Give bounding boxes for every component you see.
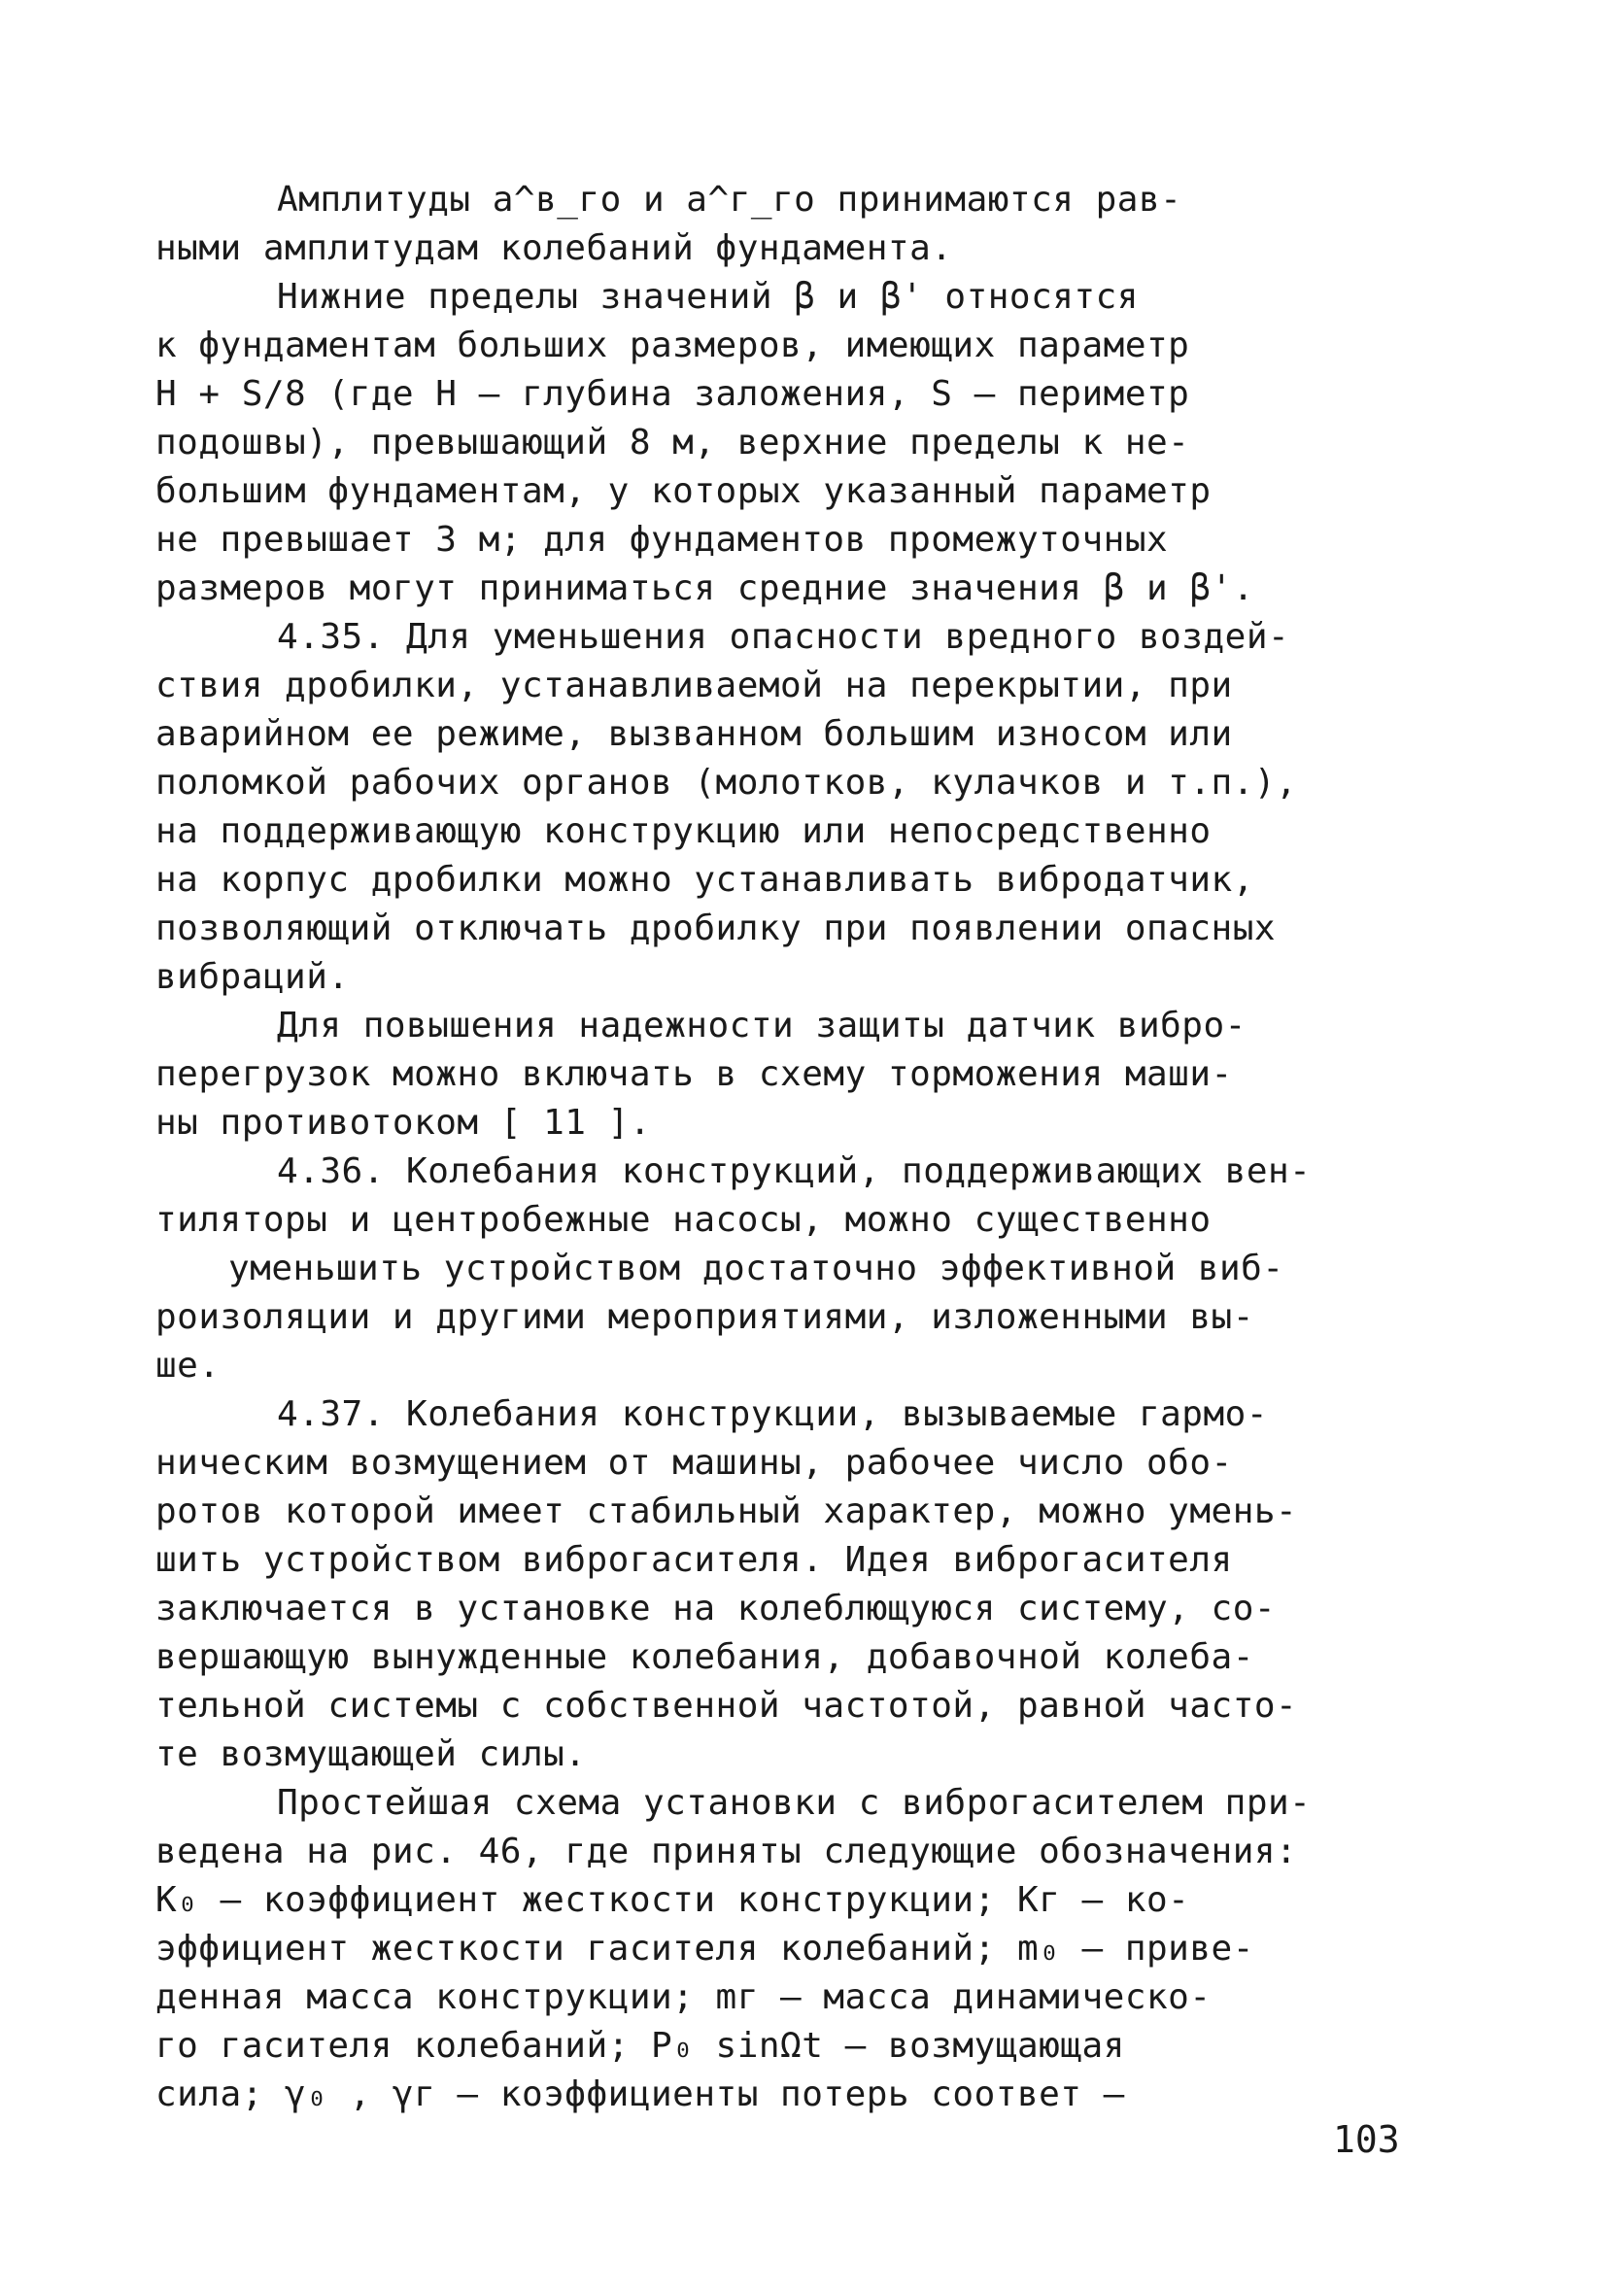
text-line-5: Н + S/8 (где Н – глубина заложения, S – периметр [155,374,1190,414]
text-line-10: 4.35. Для уменьшения опасности вредного воздей- [277,617,1290,657]
text-line-14: на поддерживающую конструкцию или непосредственно [155,811,1212,851]
text-line-38: денная масса конструкции; mг – масса динамическо- [155,1977,1212,2017]
text-line-12: аварийном ее режиме, вызванном большим износом или [155,714,1233,754]
text-line-2: ными амплитудам колебаний фундамента. [155,228,953,268]
text-line-33: те возмущающей силы. [155,1734,587,1774]
text-line-17: вибраций. [155,957,350,997]
text-line-11: ствия дробилки, устанавливаемой на перекрытии, при [155,666,1233,705]
text-line-15: на корпус дробилки можно устанавливать вибродатчик, [155,860,1254,900]
text-line-28: ротов которой имеет стабильный характер, можно умень- [155,1491,1298,1531]
text-line-20: ны противотоком [ 11 ]. [155,1103,651,1143]
text-line-40: сила; γ₀ , γг – коэффициенты потерь соответ – [155,2074,1125,2114]
text-line-39: го гасителя колебаний; P₀ sinΩt – возмущающая [155,2026,1125,2066]
text-line-3: Нижние пределы значений β и β' относятся [277,277,1139,317]
text-line-35: ведена на рис. 46, где приняты следующие обозначения: [155,1832,1298,1871]
text-line-7: большим фундаментам, у которых указанный параметр [155,471,1212,511]
text-line-25: ше. [155,1346,221,1386]
text-line-9: размеров могут приниматься средние значения β и β'. [155,568,1254,608]
text-line-36: K₀ – коэффициент жесткости конструкции; Kг – ко- [155,1880,1190,1920]
page-number: 103 [1333,2118,1400,2161]
text-line-34: Простейшая схема установки с виброгасителем при- [277,1783,1312,1823]
text-line-13: поломкой рабочих органов (молотков, кулачков и т.п.), [155,763,1298,803]
text-line-19: перегрузок можно включать в схему торможения маши- [155,1054,1233,1094]
text-line-4: к фундаментам больших размеров, имеющих параметр [155,326,1190,365]
text-line-22: тиляторы и центробежные насосы, можно существенно [155,1200,1212,1240]
text-line-18: Для повышения надежности защиты датчик вибро- [277,1006,1247,1045]
text-line-29: шить устройством виброгасителя. Идея виброгасителя [155,1540,1233,1580]
text-line-31: вершающую вынужденные колебания, добавочной колеба- [155,1637,1254,1677]
text-line-6: подошвы), превышающий 8 м, верхние пределы к не- [155,423,1190,463]
text-line-26: 4.37. Колебания конструкции, вызываемые гармо- [277,1394,1268,1434]
text-line-24: роизоляции и другими мероприятиями, изложенными вы- [155,1297,1254,1337]
text-line-32: тельной системы с собственной частотой, равной часто- [155,1686,1298,1726]
text-line-37: эффициент жесткости гасителя колебаний; m₀ – приве- [155,1929,1254,1969]
text-line-23: уменьшить устройством достаточно эффективной виб- [228,1249,1284,1288]
text-line-8: не превышает 3 м; для фундаментов промежуточных [155,520,1169,560]
text-line-21: 4.36. Колебания конструкций, поддерживающих вен- [277,1151,1312,1191]
text-line-30: заключается в установке на колеблющуюся систему, со- [155,1589,1277,1628]
text-line-16: позволяющий отключать дробилку при появлении опасных [155,908,1277,948]
text-line-1: Амплитуды a^в_го и a^г_го принимаются рав- [277,180,1182,220]
text-line-27: ническим возмущением от машины, рабочее число обо- [155,1443,1233,1483]
